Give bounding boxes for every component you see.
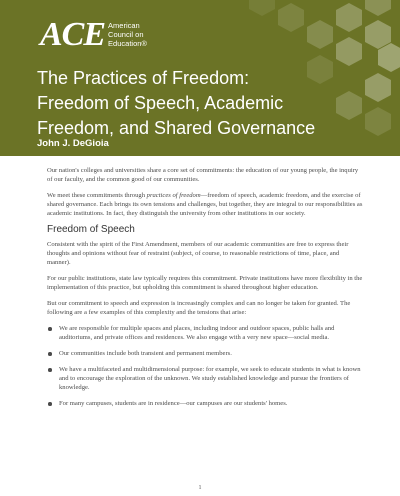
document-body bbox=[47, 166, 363, 415]
intro-paragraph: Our nation's colleges and universities share a core set of commitments: the education of our young people, the inquiry of our faculty, and the common good of our communities. bbox=[47, 167, 359, 183]
hexagon-shape bbox=[307, 20, 333, 49]
hexagon-shape bbox=[365, 0, 391, 16]
hexagon-shape bbox=[378, 43, 400, 72]
paragraph-text: We meet these commitments through bbox=[47, 192, 147, 199]
list-item: We are responsible for multiple spaces and places, including indoor and outdoor spaces, public halls and auditoriums, and private offices and residences. We also engage with a very new space—social media. bbox=[47, 324, 363, 342]
logo-org-line: Education® bbox=[108, 39, 147, 48]
bullet-list bbox=[47, 324, 363, 408]
hexagon-shape bbox=[249, 0, 275, 16]
hexagon-shape bbox=[336, 3, 362, 32]
section-heading: Freedom of Speech bbox=[47, 224, 135, 235]
body-paragraph: But our commitment to speech and expression is increasingly complex and can no longer be taken for granted. The following are a few examples of this complexity and the tensions that arise: bbox=[47, 300, 351, 316]
hexagon-shape bbox=[365, 73, 391, 102]
page-number: 1 bbox=[198, 485, 202, 491]
hexagon-shape bbox=[278, 3, 304, 32]
list-item: For many campuses, students are in residence—our campuses are our students' homes. bbox=[47, 399, 363, 408]
logo-mark: ACE bbox=[40, 16, 106, 53]
hexagon-shape bbox=[336, 37, 362, 66]
document-title bbox=[37, 66, 357, 141]
body-paragraph: For our public institutions, state law typically requires this commitment. Private institutions have more flexibility in the implementation of this practice, but upholding this commitment is shared throughout higher education. bbox=[47, 275, 363, 291]
ace-logo bbox=[40, 18, 147, 52]
logo-org-line: Council on bbox=[108, 30, 144, 39]
title-line: Freedom of Speech, Academic bbox=[37, 93, 284, 113]
logo-org-line: American bbox=[108, 21, 140, 30]
commitments-paragraph bbox=[47, 191, 363, 218]
list-item: Our communities include both transient and permanent members. bbox=[47, 349, 363, 358]
list-item: We have a multifaceted and multidimensional purpose: for example, we seek to educate students in what is known and to encourage the exploration of the unknown. We study established knowledge and pursue the frontiers of knowledge. bbox=[47, 365, 363, 392]
title-line: The Practices of Freedom: bbox=[37, 68, 250, 88]
hexagon-shape bbox=[365, 20, 391, 49]
page-header-banner bbox=[0, 0, 400, 156]
title-line: Freedom, and Shared Governance bbox=[37, 118, 316, 138]
emphasis-text: practices of freedom bbox=[146, 192, 201, 199]
body-paragraph: Consistent with the spirit of the First Amendment, members of our academic communities are free to express their thoughts and opinions without fear of restraint (subject, of course, to reasonable restrictions of time, place, and manner). bbox=[47, 241, 349, 266]
logo-org-name bbox=[108, 21, 147, 48]
hexagon-shape bbox=[365, 107, 391, 136]
paragraph-text: —freedom of speech, academic freedom, and the exercise of shared governance. Each brings its own tensions and challenges, but together, they are integral to our responsibilities as academic institutions. In fact, they distinguish the university from other institutions in our society. bbox=[47, 192, 363, 217]
author-name: John J. DeGioia bbox=[37, 138, 109, 149]
